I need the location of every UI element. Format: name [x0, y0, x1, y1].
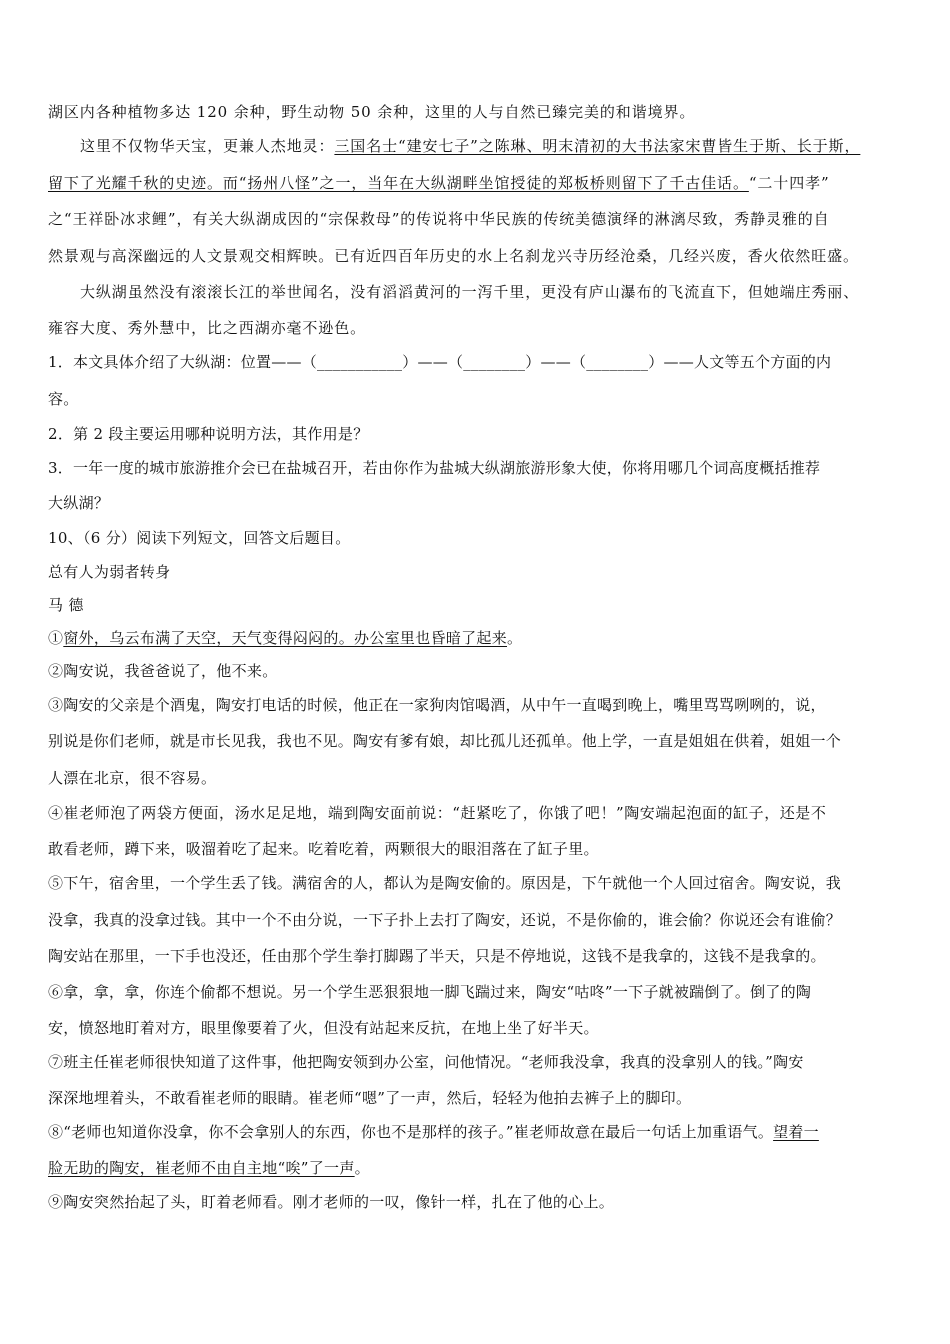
story-paragraph-3-line-3: [48, 767, 908, 789]
story-paragraph-2: [48, 660, 908, 682]
underlined-sentence: 三国名士“建安七子”之陈琳、明末清初的大书法家宋曹皆生于斯、长于斯，: [334, 137, 861, 155]
article-text: “二十四孝”: [748, 174, 830, 192]
question-text: 容。: [48, 390, 79, 408]
underlined-sentence: 窗外，乌云布满了天空，天气变得闷闷的。办公室里也昏暗了起来: [63, 629, 508, 647]
story-text: 敢看老师，蹲下来，吸溜着吃了起来。吃着吃着，两颗很大的眼泪落在了缸子里。: [48, 840, 599, 858]
question-1-line-2: [48, 388, 908, 410]
article-line-1: [48, 101, 908, 123]
question-text: 1．本文具体介绍了大纵湖：位置——（___________）——（________）——（________）——人文等五个方面的内: [48, 353, 832, 371]
article-text: 这里不仅物华天宝，更兼人杰地灵：: [80, 137, 335, 155]
story-paragraph-3-line-2: [48, 730, 908, 752]
article-text: 然景观与高深幽远的人文景观交相辉映。已有近四百年历史的水上名刹龙兴寺历经沧桑，几经兴废，香火依然旺盛。: [48, 247, 859, 265]
story-text: ⑨陶安突然抬起了头，盯着老师看。刚才老师的一叹，像针一样，扎在了他的心上。: [48, 1193, 615, 1211]
story-text: 陶安站在那里，一下手也没还，任由那个学生拳打脚踢了半天，只是不停地说，这钱不是我拿的，这钱不是我拿的。: [48, 947, 826, 965]
article-text: 湖区内各种植物多达 120 余种，野生动物 50 余种，这里的人与自然已臻完美的和谐境界。: [48, 103, 696, 121]
paragraph-2-line-1: [80, 135, 908, 157]
title-text: 总有人为弱者转身: [48, 563, 171, 581]
paragraph-2-line-3: [48, 208, 908, 230]
story-text: 别说是你们老师，就是市长见我，我也不见。陶安有爹有娘，却比孤儿还孤单。他上学，一直是姐姐在供着，姐姐一个: [48, 732, 842, 750]
underlined-sentence: 望着一: [773, 1123, 819, 1141]
question-text: 3．一年一度的城市旅游推介会已在盐城召开，若由你作为盐城大纵湖旅游形象大使，你将用哪几个词高度概括推荐: [48, 459, 821, 477]
story-paragraph-5-line-1: [48, 872, 908, 894]
story-paragraph-8-line-2: [48, 1157, 908, 1179]
story-paragraph-7-line-1: [48, 1051, 908, 1073]
story-text: ⑦班主任崔老师很快知道了这件事，他把陶安领到办公室，问他情况。“老师我没拿，我真的没拿别人的钱。”陶安: [48, 1053, 804, 1071]
author-text: 马 德: [48, 596, 84, 614]
section-10-header: [48, 527, 908, 549]
story-text: ②陶安说，我爸爸说了，他不来。: [48, 662, 278, 680]
story-text: ⑧“老师也知道你没拿，你不会拿别人的东西，你也不是那样的孩子。”崔老师故意在最后一句话上加重语气。: [48, 1123, 774, 1141]
story-text: 安，愤怒地盯着对方，眼里像要着了火，但没有站起来反抗，在地上坐了好半天。: [48, 1019, 599, 1037]
article-text: 之“王祥卧冰求鲤”，有关大纵湖成因的“宗保救母”的传说将中华民族的传统美德演绎的淋漓尽致，秀静灵雅的自: [48, 210, 830, 228]
section-header: 10、（6 分）阅读下列短文，回答文后题目。: [48, 529, 351, 547]
question-3-line-1: [48, 457, 908, 479]
story-paragraph-5-line-2: [48, 909, 908, 931]
story-paragraph-6-line-1: [48, 981, 908, 1003]
story-title: [48, 561, 908, 583]
story-text: ⑤下午，宿舍里，一个学生丢了钱。满宿舍的人，都认为是陶安偷的。原因是，下午就他一个人回过宿舍。陶安说，我: [48, 874, 842, 892]
paragraph-3-line-1: [80, 281, 908, 303]
story-text: 没拿，我真的没拿过钱。其中一个不由分说，一下子扑上去打了陶安，还说，不是你偷的，谁会偷？你说还会有谁偷？: [48, 911, 842, 929]
story-paragraph-3-line-1: [48, 694, 908, 716]
story-text: ⑥拿，拿，拿，你连个偷都不想说。另一个学生恶狠狠地一脚飞踹过来，陶安“咕咚”一下子就被踹倒了。倒了的陶: [48, 983, 812, 1001]
question-2: [48, 423, 908, 445]
story-paragraph-6-line-2: [48, 1017, 908, 1039]
story-paragraph-9: [48, 1191, 908, 1213]
story-paragraph-5-line-3: [48, 945, 908, 967]
article-text: 大纵湖虽然没有滚滚长江的举世闻名，没有滔滔黄河的一泻千里，更没有庐山瀑布的飞流直下，但她端庄秀丽、: [80, 283, 860, 301]
story-paragraph-1: [48, 627, 908, 649]
story-text: 。: [507, 629, 523, 647]
question-text: 2．第 2 段主要运用哪种说明方法，其作用是？: [48, 425, 369, 443]
story-paragraph-7-line-2: [48, 1087, 908, 1109]
article-text: 雍容大度、秀外慧中，比之西湖亦毫不逊色。: [48, 319, 367, 337]
underlined-sentence: 留下了光耀千秋的史迹。而“扬州八怪”之一，当年在大纵湖畔坐馆授徒的郑板桥则留下了千古佳话。: [48, 174, 749, 192]
story-author: [48, 594, 908, 616]
story-text: 。: [354, 1159, 370, 1177]
underlined-sentence: 脸无助的陶安，崔老师不由自主地“唉”了一声: [48, 1159, 355, 1177]
question-3-line-2: [48, 492, 908, 514]
story-text: 人漂在北京，很不容易。: [48, 769, 217, 787]
story-paragraph-8-line-1: [48, 1121, 908, 1143]
paragraph-number: ①: [48, 629, 64, 647]
question-text: 大纵湖？: [48, 494, 110, 512]
story-paragraph-4-line-1: [48, 802, 908, 824]
paragraph-2-line-2: [48, 172, 908, 194]
story-text: ③陶安的父亲是个酒鬼，陶安打电话的时候，他正在一家狗肉馆喝酒，从中午一直喝到晚上，嘴里骂骂咧咧的，说，: [48, 696, 826, 714]
story-text: ④崔老师泡了两袋方便面，汤水足足地，端到陶安面前说：“赶紧吃了，你饿了吧！”陶安端起泡面的缸子，还是不: [48, 804, 827, 822]
story-text: 深深地埋着头，不敢看崔老师的眼睛。崔老师“嗯”了一声，然后，轻轻为他拍去裤子上的脚印。: [48, 1089, 692, 1107]
paragraph-3-line-2: [48, 317, 908, 339]
story-paragraph-4-line-2: [48, 838, 908, 860]
paragraph-2-line-4: [48, 245, 908, 267]
question-1-line-1: [48, 351, 908, 373]
